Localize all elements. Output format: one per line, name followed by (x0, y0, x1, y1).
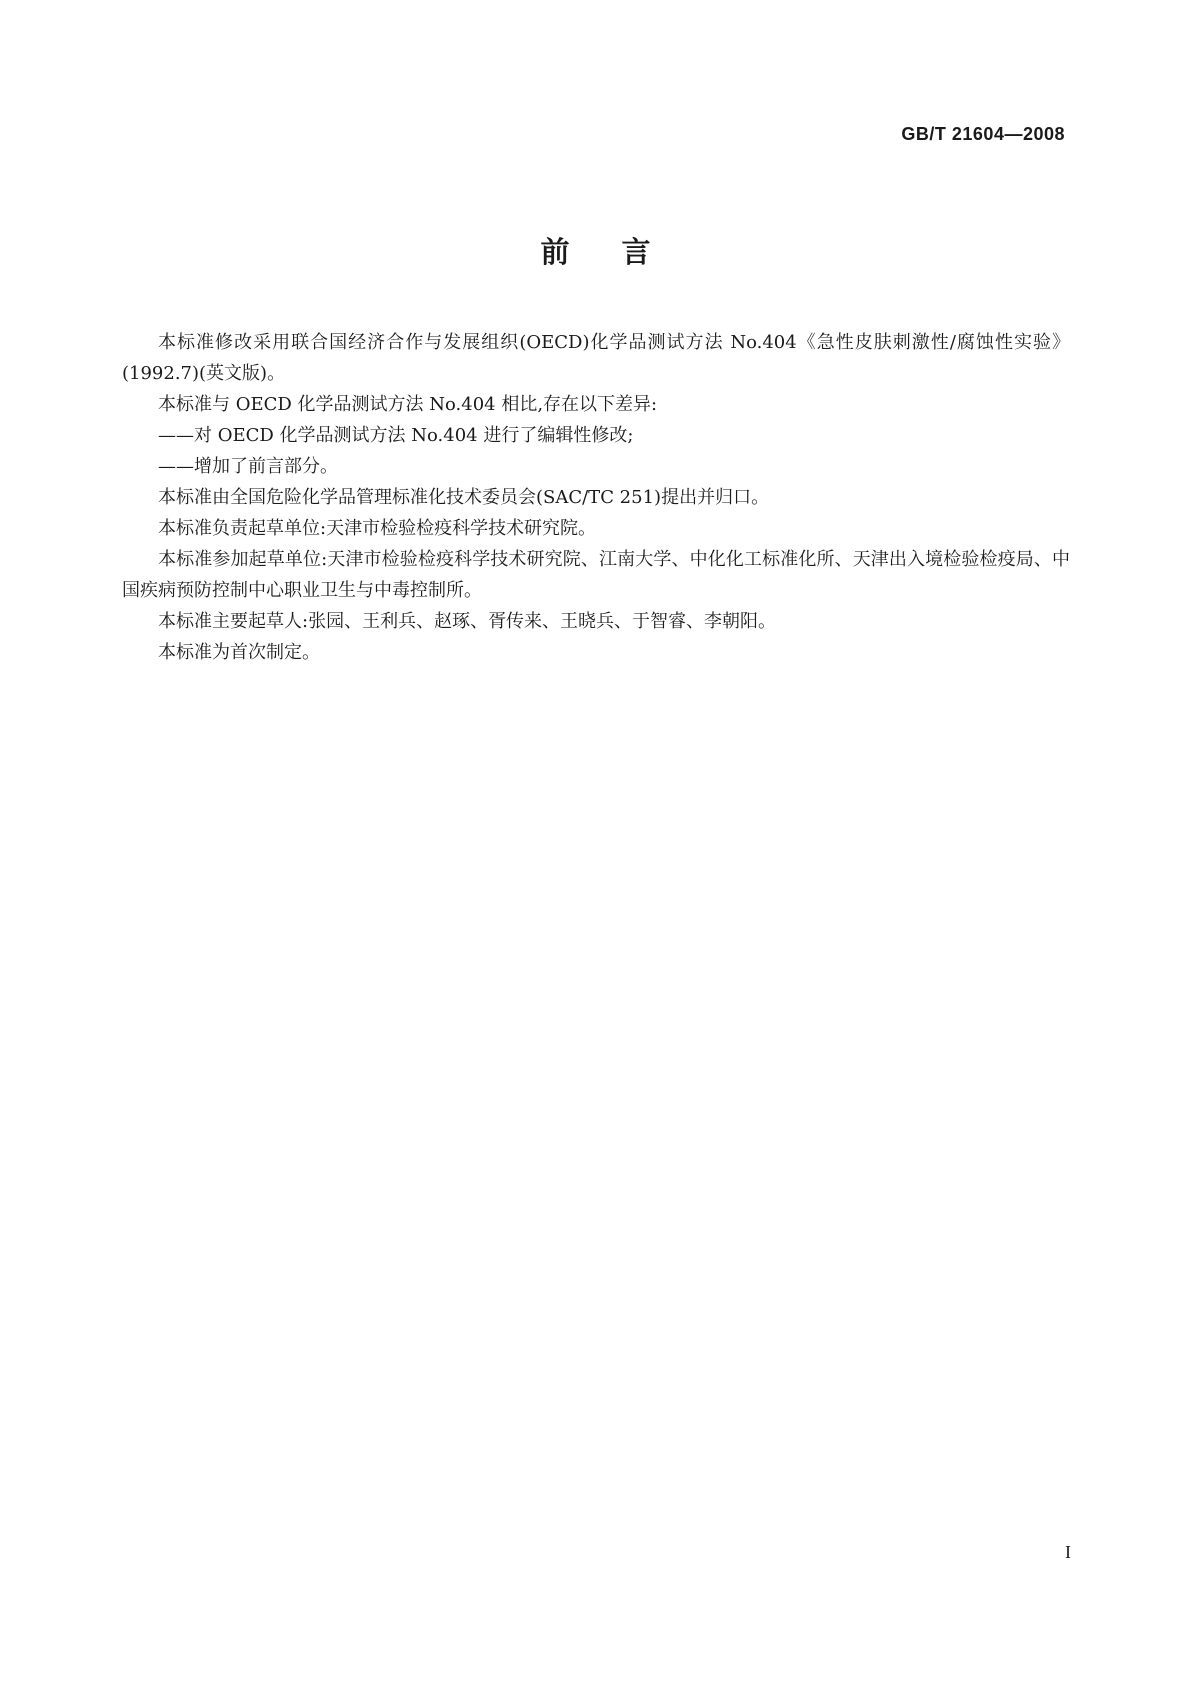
paragraph-proposed-by: 本标准由全国危险化学品管理标准化技术委员会(SAC/TC 251)提出并归口。 (158, 487, 770, 508)
paragraph-adoption: 本标准修改采用联合国经济合作与发展组织(OECD)化学品测试方法 No.404《急性皮肤刺激性/腐蚀性实验》(1992.7)(英文版)。 (122, 332, 1070, 384)
preface-body (122, 327, 1070, 668)
paragraph-participating-drafters: 本标准参加起草单位:天津市检验检疫科学技术研究院、江南大学、中化化工标准化所、天津出入境检验检疫局、中国疾病预防控制中心职业卫生与中毒控制所。 (122, 549, 1070, 601)
paragraph-differences-intro: 本标准与 OECD 化学品测试方法 No.404 相比,存在以下差异: (158, 394, 658, 415)
page-title: 前言 (540, 235, 703, 269)
paragraph-responsible-drafter: 本标准负责起草单位:天津市检验检疫科学技术研究院。 (158, 518, 597, 539)
paragraph-main-drafters: 本标准主要起草人:张园、王利兵、赵琢、胥传来、王晓兵、于智睿、李朝阳。 (158, 611, 777, 632)
standard-code: GB/T 21604—2008 (901, 124, 1065, 144)
list-item-editorial: ——对 OECD 化学品测试方法 No.404 进行了编辑性修改; (158, 425, 634, 446)
list-item-preface-added: ——增加了前言部分。 (158, 456, 338, 477)
paragraph-first-edition: 本标准为首次制定。 (158, 642, 320, 663)
page-number: I (1065, 1542, 1071, 1562)
